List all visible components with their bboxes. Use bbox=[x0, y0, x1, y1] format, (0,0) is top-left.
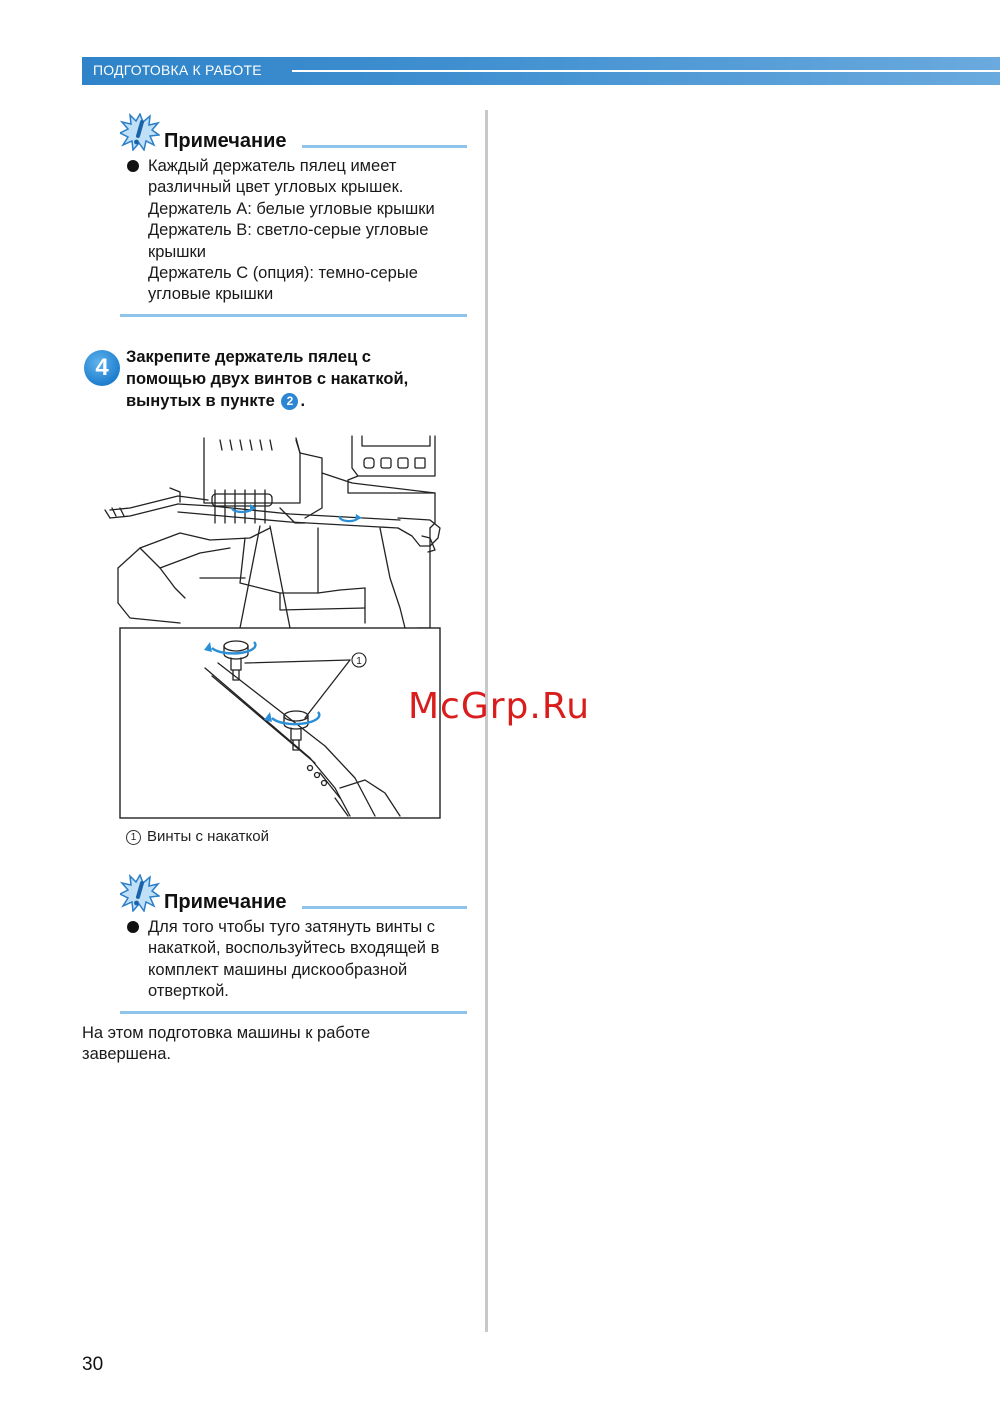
step-line: помощью двух винтов с накаткой, bbox=[126, 369, 409, 388]
bullet bbox=[127, 160, 139, 172]
figure-caption bbox=[126, 828, 269, 845]
note-line: накаткой, воспользуйтесь входящей в bbox=[148, 939, 440, 958]
step-number-badge: 4 bbox=[84, 350, 120, 386]
section-title: ПОДГОТОВКА К РАБОТЕ bbox=[93, 62, 262, 78]
callout-number: 1 bbox=[356, 656, 362, 667]
bullet bbox=[127, 921, 139, 933]
note-body bbox=[148, 917, 439, 1003]
page-number: 30 bbox=[82, 1354, 104, 1375]
note-title: Примечание bbox=[164, 891, 287, 913]
note-title-rule bbox=[302, 906, 467, 909]
section-header-rule bbox=[292, 70, 1000, 72]
note-line: Каждый держатель пялец имеет bbox=[148, 157, 397, 175]
note-line: Держатель B: светло-серые угловые bbox=[148, 221, 429, 240]
note-line: отверткой. bbox=[148, 982, 229, 1001]
note-bottom-rule bbox=[120, 1011, 467, 1014]
note-bottom-rule bbox=[120, 314, 467, 317]
note-line: различный цвет угловых крышек. bbox=[148, 178, 404, 197]
note-line: угловые крышки bbox=[148, 285, 274, 304]
note-line: крышки bbox=[148, 242, 206, 261]
note-title: Примечание bbox=[164, 130, 287, 152]
note-line: комплект машины дискообразной bbox=[148, 960, 408, 979]
note-icon bbox=[120, 113, 160, 151]
step-reference-badge: 2 bbox=[281, 393, 298, 410]
note-line: Держатель A: белые угловые крышки bbox=[148, 199, 435, 218]
note-icon bbox=[120, 874, 160, 912]
note-title-rule bbox=[302, 145, 467, 148]
paragraph-line: завершена. bbox=[82, 1045, 171, 1064]
paragraph-line: На этом подготовка машины к работе bbox=[82, 1024, 371, 1042]
caption-text: Винты с накаткой bbox=[147, 828, 270, 845]
note-line: Для того чтобы туго затянуть винты с bbox=[148, 918, 436, 936]
closing-paragraph bbox=[82, 1023, 370, 1066]
note-line: Держатель C (опция): темно-серые bbox=[148, 264, 418, 283]
step-instruction bbox=[126, 347, 408, 412]
step-line: вынутых в пункте bbox=[126, 391, 275, 410]
note-body bbox=[148, 156, 435, 306]
step-line-end: . bbox=[300, 391, 306, 410]
caption-number: 1 bbox=[126, 830, 141, 845]
step-line: Закрепите держатель пялец с bbox=[126, 348, 371, 366]
watermark: McGrp.Ru bbox=[408, 686, 591, 727]
machine-illustration bbox=[100, 428, 460, 820]
